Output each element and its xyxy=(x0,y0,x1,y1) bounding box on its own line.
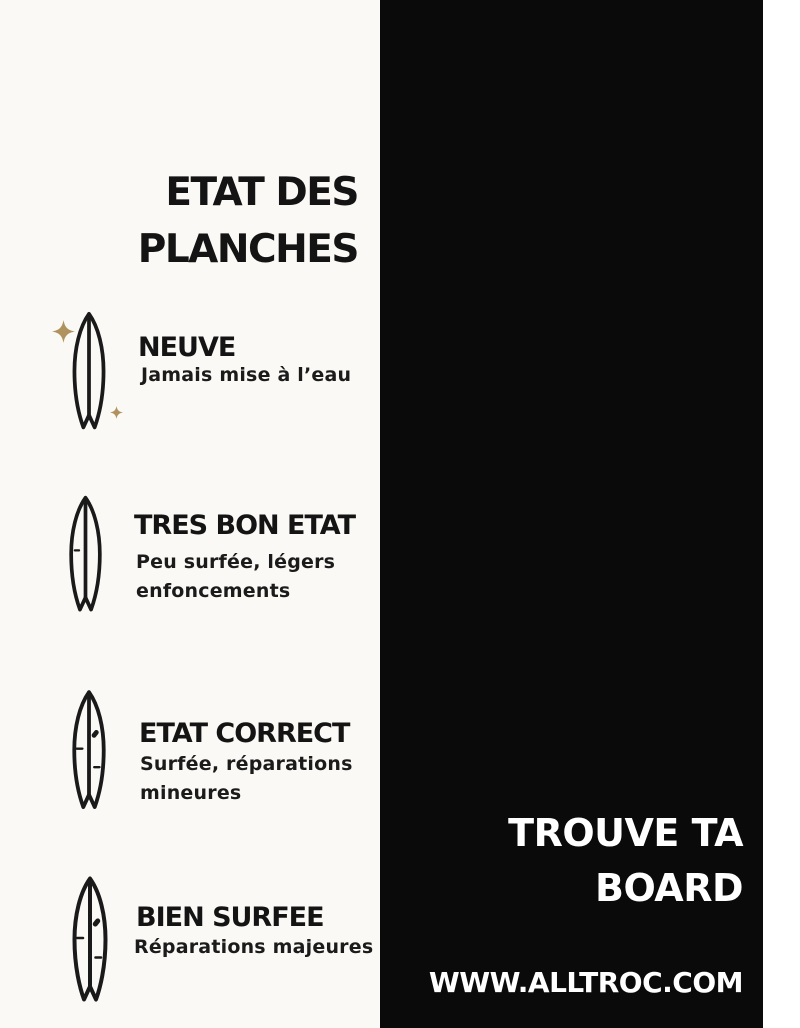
website-url: WWW.ALLTROC.COM xyxy=(428,966,743,999)
condition-name: ETAT CORRECT xyxy=(139,718,350,749)
page-title xyxy=(0,164,358,278)
surfboard-one-ding-icon xyxy=(67,492,104,618)
tagline xyxy=(380,806,743,916)
condition-description: Réparations majeures xyxy=(134,936,374,958)
condition-name: NEUVE xyxy=(138,332,236,363)
condition-name: BIEN SURFEE xyxy=(136,902,324,933)
right-edge-strip xyxy=(763,0,800,1028)
surfboard-major-repairs-icon xyxy=(70,873,110,1008)
sparkle-icon xyxy=(110,406,123,419)
tagline-line2: BOARD xyxy=(595,866,743,910)
condition-name: TRES BON ETAT xyxy=(134,510,356,541)
tagline-line1: TROUVE TA xyxy=(508,811,743,855)
page-title-line1: ETAT DES xyxy=(165,170,358,215)
surfboard-minor-repairs-icon xyxy=(70,688,108,814)
condition-description: Surfée, réparations mineures xyxy=(140,753,353,804)
condition-description: Jamais mise à l’eau xyxy=(141,364,352,386)
condition-description: Peu surfée, légers enfoncements xyxy=(136,551,336,602)
surfboard-new-icon xyxy=(70,311,108,433)
page-title-line2: PLANCHES xyxy=(137,227,358,272)
